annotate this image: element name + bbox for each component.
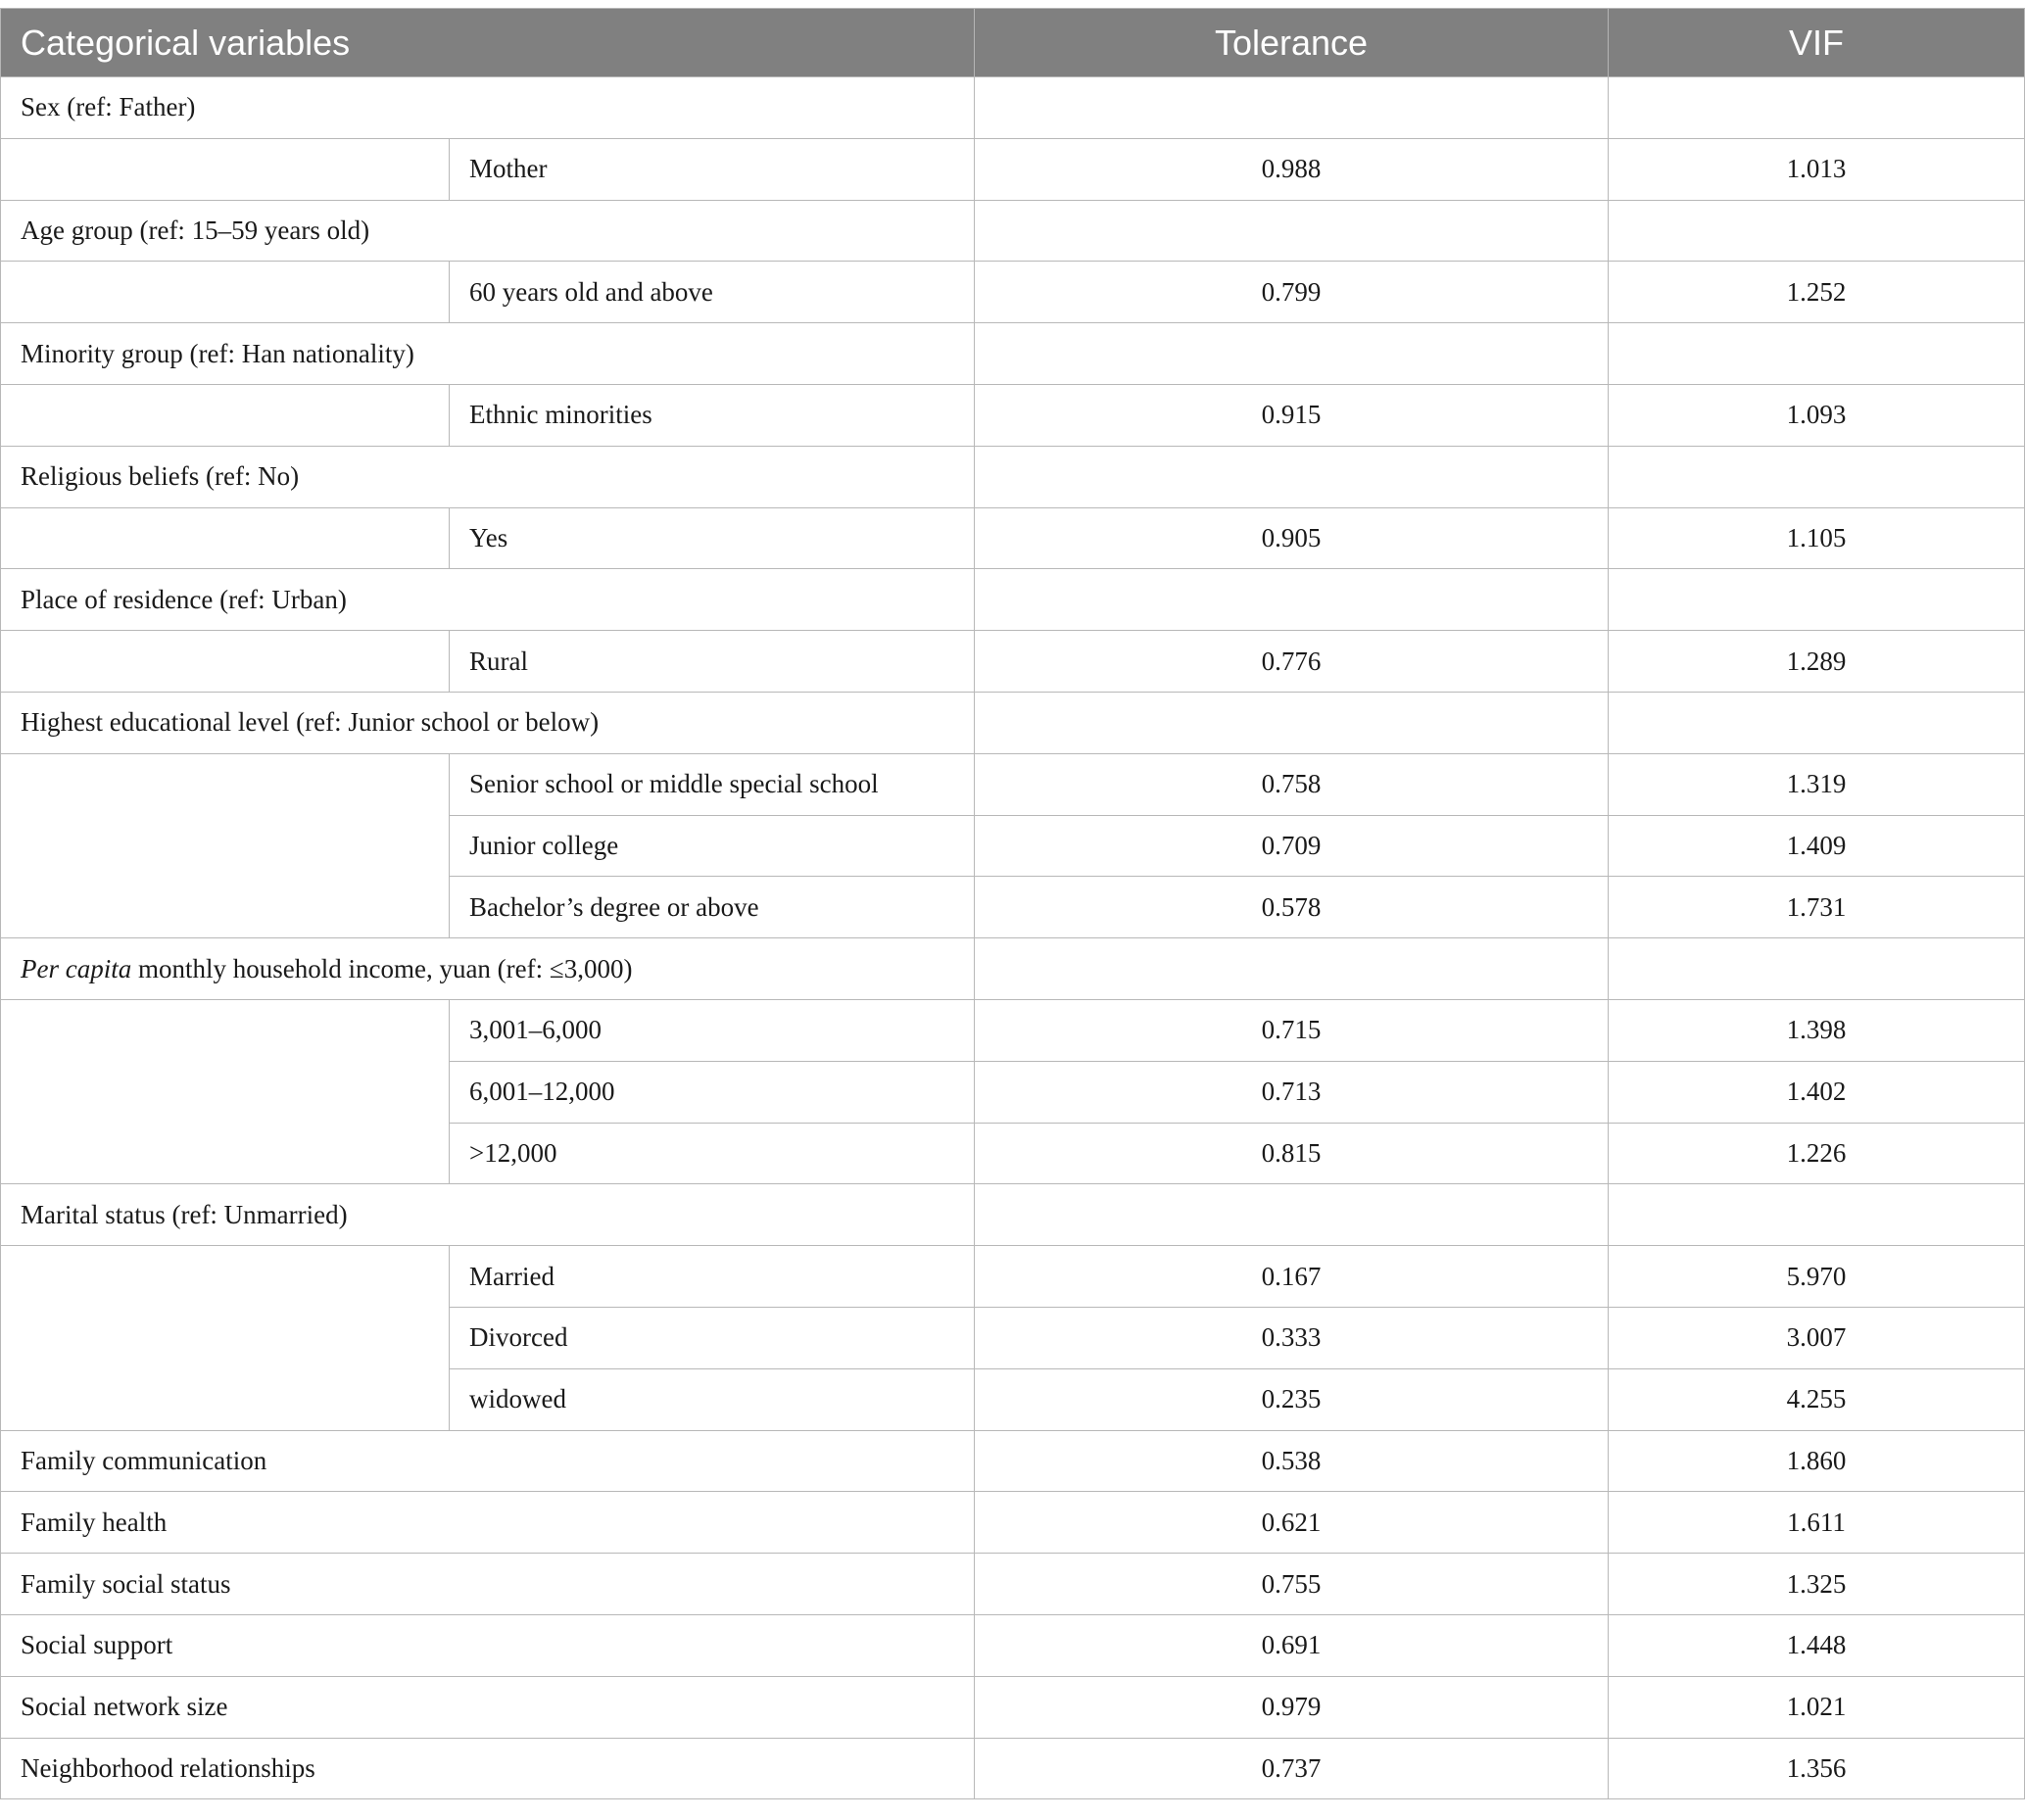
tolerance-cell: 0.988: [975, 138, 1609, 200]
vif-cell: 1.105: [1609, 507, 2025, 569]
indent-cell: [1, 753, 450, 937]
table-row: [1, 77, 2025, 139]
vif-cell: [1609, 692, 2025, 753]
level-label: 3,001–6,000: [450, 999, 975, 1061]
level-label: Ethnic minorities: [450, 384, 975, 446]
level-label: Bachelor’s degree or above: [450, 877, 975, 938]
tolerance-cell: 0.167: [975, 1246, 1609, 1308]
vif-cell: 1.325: [1609, 1554, 2025, 1615]
vif-cell: 1.252: [1609, 262, 2025, 323]
category-label: Religious beliefs (ref: No): [1, 446, 975, 507]
category-label: Family social status: [1, 1554, 975, 1615]
tolerance-cell: 0.709: [975, 815, 1609, 877]
level-label: Rural: [450, 631, 975, 693]
category-label-rest: monthly household income, yuan (ref: ≤3,000): [131, 953, 633, 983]
tolerance-cell: 0.538: [975, 1430, 1609, 1492]
table-row: [1, 631, 2025, 693]
level-label: Married: [450, 1246, 975, 1308]
vif-cell: 4.255: [1609, 1368, 2025, 1430]
tolerance-cell: 0.915: [975, 384, 1609, 446]
category-label-italic: Per capita: [21, 953, 132, 983]
table-row: [1, 446, 2025, 507]
vif-cell: 1.356: [1609, 1738, 2025, 1799]
indent-cell: [1, 507, 450, 569]
tolerance-cell: 0.333: [975, 1307, 1609, 1368]
table-row: [1, 753, 2025, 815]
tolerance-cell: [975, 938, 1609, 1000]
category-label: Marital status (ref: Unmarried): [1, 1184, 975, 1246]
table-row: [1, 200, 2025, 262]
table-row: [1, 692, 2025, 753]
tolerance-cell: 0.758: [975, 753, 1609, 815]
header-tolerance: Tolerance: [975, 9, 1609, 77]
vif-cell: 1.319: [1609, 753, 2025, 815]
indent-cell: [1, 384, 450, 446]
indent-cell: [1, 1246, 450, 1430]
vif-cell: [1609, 938, 2025, 1000]
category-label: Family health: [1, 1492, 975, 1554]
tolerance-cell: 0.713: [975, 1061, 1609, 1123]
indent-cell: [1, 631, 450, 693]
indent-cell: [1, 999, 450, 1183]
category-label: Highest educational level (ref: Junior school or below): [1, 692, 975, 753]
tolerance-cell: 0.715: [975, 999, 1609, 1061]
tolerance-cell: 0.776: [975, 631, 1609, 693]
level-label: widowed: [450, 1368, 975, 1430]
tolerance-cell: 0.799: [975, 262, 1609, 323]
level-label: Divorced: [450, 1307, 975, 1368]
tolerance-cell: 0.235: [975, 1368, 1609, 1430]
vif-cell: 1.021: [1609, 1676, 2025, 1738]
level-label: 6,001–12,000: [450, 1061, 975, 1123]
vif-cell: 1.611: [1609, 1492, 2025, 1554]
level-label: Mother: [450, 138, 975, 200]
tolerance-cell: 0.755: [975, 1554, 1609, 1615]
vif-cell: 5.970: [1609, 1246, 2025, 1308]
tolerance-cell: 0.578: [975, 877, 1609, 938]
table-row: [1, 1246, 2025, 1308]
vif-cell: 1.860: [1609, 1430, 2025, 1492]
level-label: Senior school or middle special school: [450, 753, 975, 815]
category-label: Social support: [1, 1614, 975, 1676]
level-label: Junior college: [450, 815, 975, 877]
table-row: [1, 507, 2025, 569]
vif-cell: 1.289: [1609, 631, 2025, 693]
vif-cell: 1.398: [1609, 999, 2025, 1061]
vif-cell: [1609, 200, 2025, 262]
table-row: [1, 1676, 2025, 1738]
table-row: [1, 1614, 2025, 1676]
indent-cell: [1, 262, 450, 323]
vif-cell: 1.013: [1609, 138, 2025, 200]
tolerance-cell: [975, 692, 1609, 753]
level-label: >12,000: [450, 1123, 975, 1184]
tolerance-cell: [975, 569, 1609, 631]
vif-cell: 3.007: [1609, 1307, 2025, 1368]
table-row: [1, 384, 2025, 446]
vif-cell: [1609, 1184, 2025, 1246]
tolerance-cell: [975, 200, 1609, 262]
table-row: [1, 323, 2025, 385]
header-categorical-variables: Categorical variables: [1, 9, 975, 77]
tolerance-cell: 0.621: [975, 1492, 1609, 1554]
category-label: [1, 938, 975, 1000]
table-row: [1, 1554, 2025, 1615]
category-label: Age group (ref: 15–59 years old): [1, 200, 975, 262]
table-row: [1, 262, 2025, 323]
tolerance-cell: 0.691: [975, 1614, 1609, 1676]
tolerance-cell: [975, 323, 1609, 385]
table-row: [1, 569, 2025, 631]
category-label: Place of residence (ref: Urban): [1, 569, 975, 631]
indent-cell: [1, 138, 450, 200]
vif-cell: 1.093: [1609, 384, 2025, 446]
vif-cell: 1.731: [1609, 877, 2025, 938]
tolerance-cell: 0.905: [975, 507, 1609, 569]
tolerance-cell: 0.815: [975, 1123, 1609, 1184]
category-label: Social network size: [1, 1676, 975, 1738]
header-row: [1, 9, 2025, 77]
table-row: [1, 1430, 2025, 1492]
vif-cell: 1.402: [1609, 1061, 2025, 1123]
vif-cell: [1609, 446, 2025, 507]
category-label: Minority group (ref: Han nationality): [1, 323, 975, 385]
tolerance-cell: [975, 446, 1609, 507]
vif-cell: [1609, 569, 2025, 631]
table-row: [1, 938, 2025, 1000]
tolerance-cell: [975, 1184, 1609, 1246]
vif-cell: 1.448: [1609, 1614, 2025, 1676]
tolerance-cell: 0.737: [975, 1738, 1609, 1799]
table-row: [1, 1184, 2025, 1246]
tolerance-cell: 0.979: [975, 1676, 1609, 1738]
table-row: [1, 1492, 2025, 1554]
table-row: [1, 138, 2025, 200]
header-vif: VIF: [1609, 9, 2025, 77]
vif-cell: 1.226: [1609, 1123, 2025, 1184]
vif-table: [0, 8, 2025, 1799]
table-row: [1, 1738, 2025, 1799]
category-label: Neighborhood relationships: [1, 1738, 975, 1799]
vif-cell: [1609, 323, 2025, 385]
category-label: Sex (ref: Father): [1, 77, 975, 139]
vif-cell: [1609, 77, 2025, 139]
tolerance-cell: [975, 77, 1609, 139]
level-label: Yes: [450, 507, 975, 569]
vif-cell: 1.409: [1609, 815, 2025, 877]
table-row: [1, 999, 2025, 1061]
category-label: Family communication: [1, 1430, 975, 1492]
level-label: 60 years old and above: [450, 262, 975, 323]
